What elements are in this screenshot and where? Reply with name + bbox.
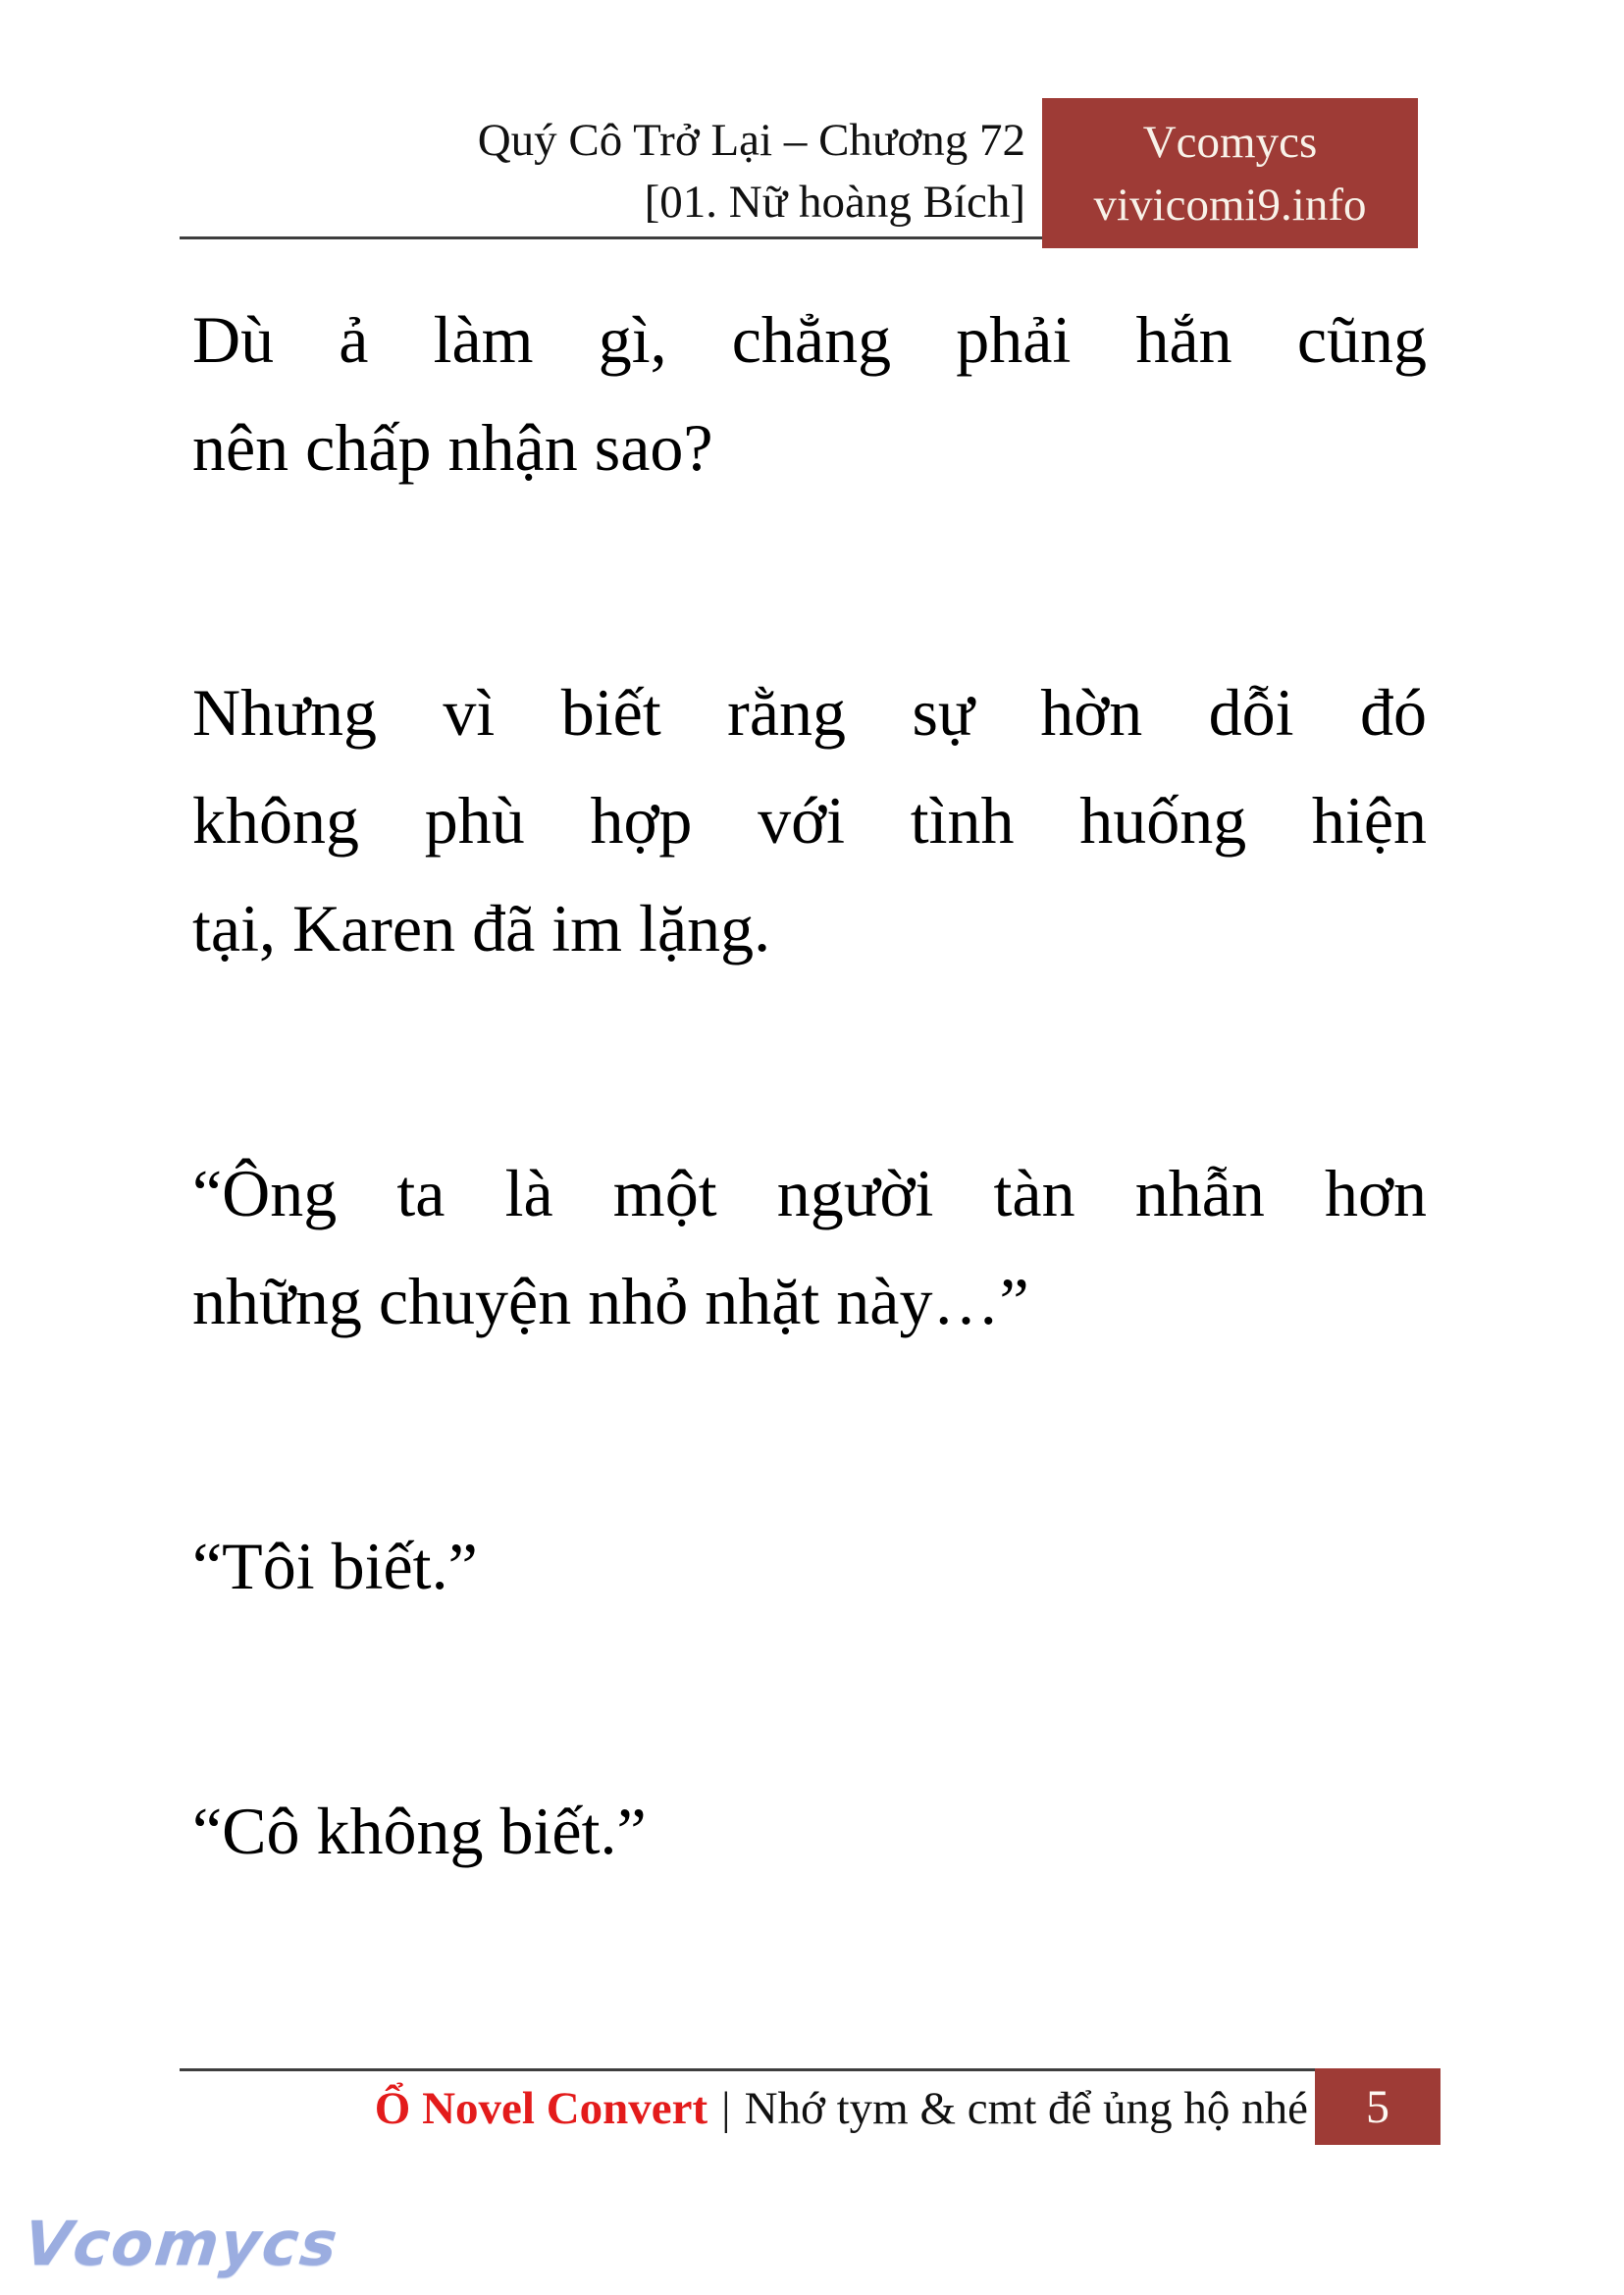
footer-credit: Ổ Novel Convert: [374, 2083, 708, 2134]
body-line: Dù ả làm gì, chẳng phải hắn cũng: [192, 302, 1427, 377]
body-paragraph: [192, 1777, 1427, 1885]
header-title-line1: Quý Cô Trở Lại – Chương 72: [477, 115, 1025, 166]
body-line: “Cô không biết.”: [192, 1794, 647, 1868]
header-rule: [180, 236, 1042, 239]
brand-name: Vcomycs: [1142, 116, 1318, 168]
footer-rule: [180, 2068, 1315, 2071]
body-paragraph: [192, 1139, 1427, 1355]
body-text: [192, 286, 1427, 2042]
header-title: [180, 110, 1025, 234]
body-paragraph: [192, 286, 1427, 501]
body-line: không phù hợp với tình huống hiện: [192, 783, 1427, 858]
footer-note: Nhớ tym & cmt để ủng hộ nhé: [744, 2083, 1308, 2134]
header-brand-box: [1042, 98, 1418, 248]
header-title-line2: [01. Nữ hoàng Bích]: [644, 177, 1025, 228]
footer-separator: |: [721, 2083, 731, 2134]
body-line: nên chấp nhận sao?: [192, 410, 713, 485]
body-line: “Tôi biết.”: [192, 1529, 478, 1603]
body-paragraph: [192, 1512, 1427, 1620]
watermark-logo: Vcomycs: [21, 2208, 342, 2279]
body-paragraph: [192, 658, 1427, 982]
footer-credit-line: [180, 2072, 1308, 2145]
brand-site: vivicomi9.info: [1093, 179, 1367, 231]
page-number: 5: [1366, 2080, 1389, 2133]
body-line: “Ông ta là một người tàn nhẫn hơn: [192, 1156, 1427, 1230]
body-line: Nhưng vì biết rằng sự hờn dỗi đó: [192, 675, 1427, 750]
page-number-box: [1315, 2068, 1441, 2145]
body-line: tại, Karen đã im lặng.: [192, 891, 771, 965]
body-line: những chuyện nhỏ nhặt này…”: [192, 1264, 1029, 1338]
